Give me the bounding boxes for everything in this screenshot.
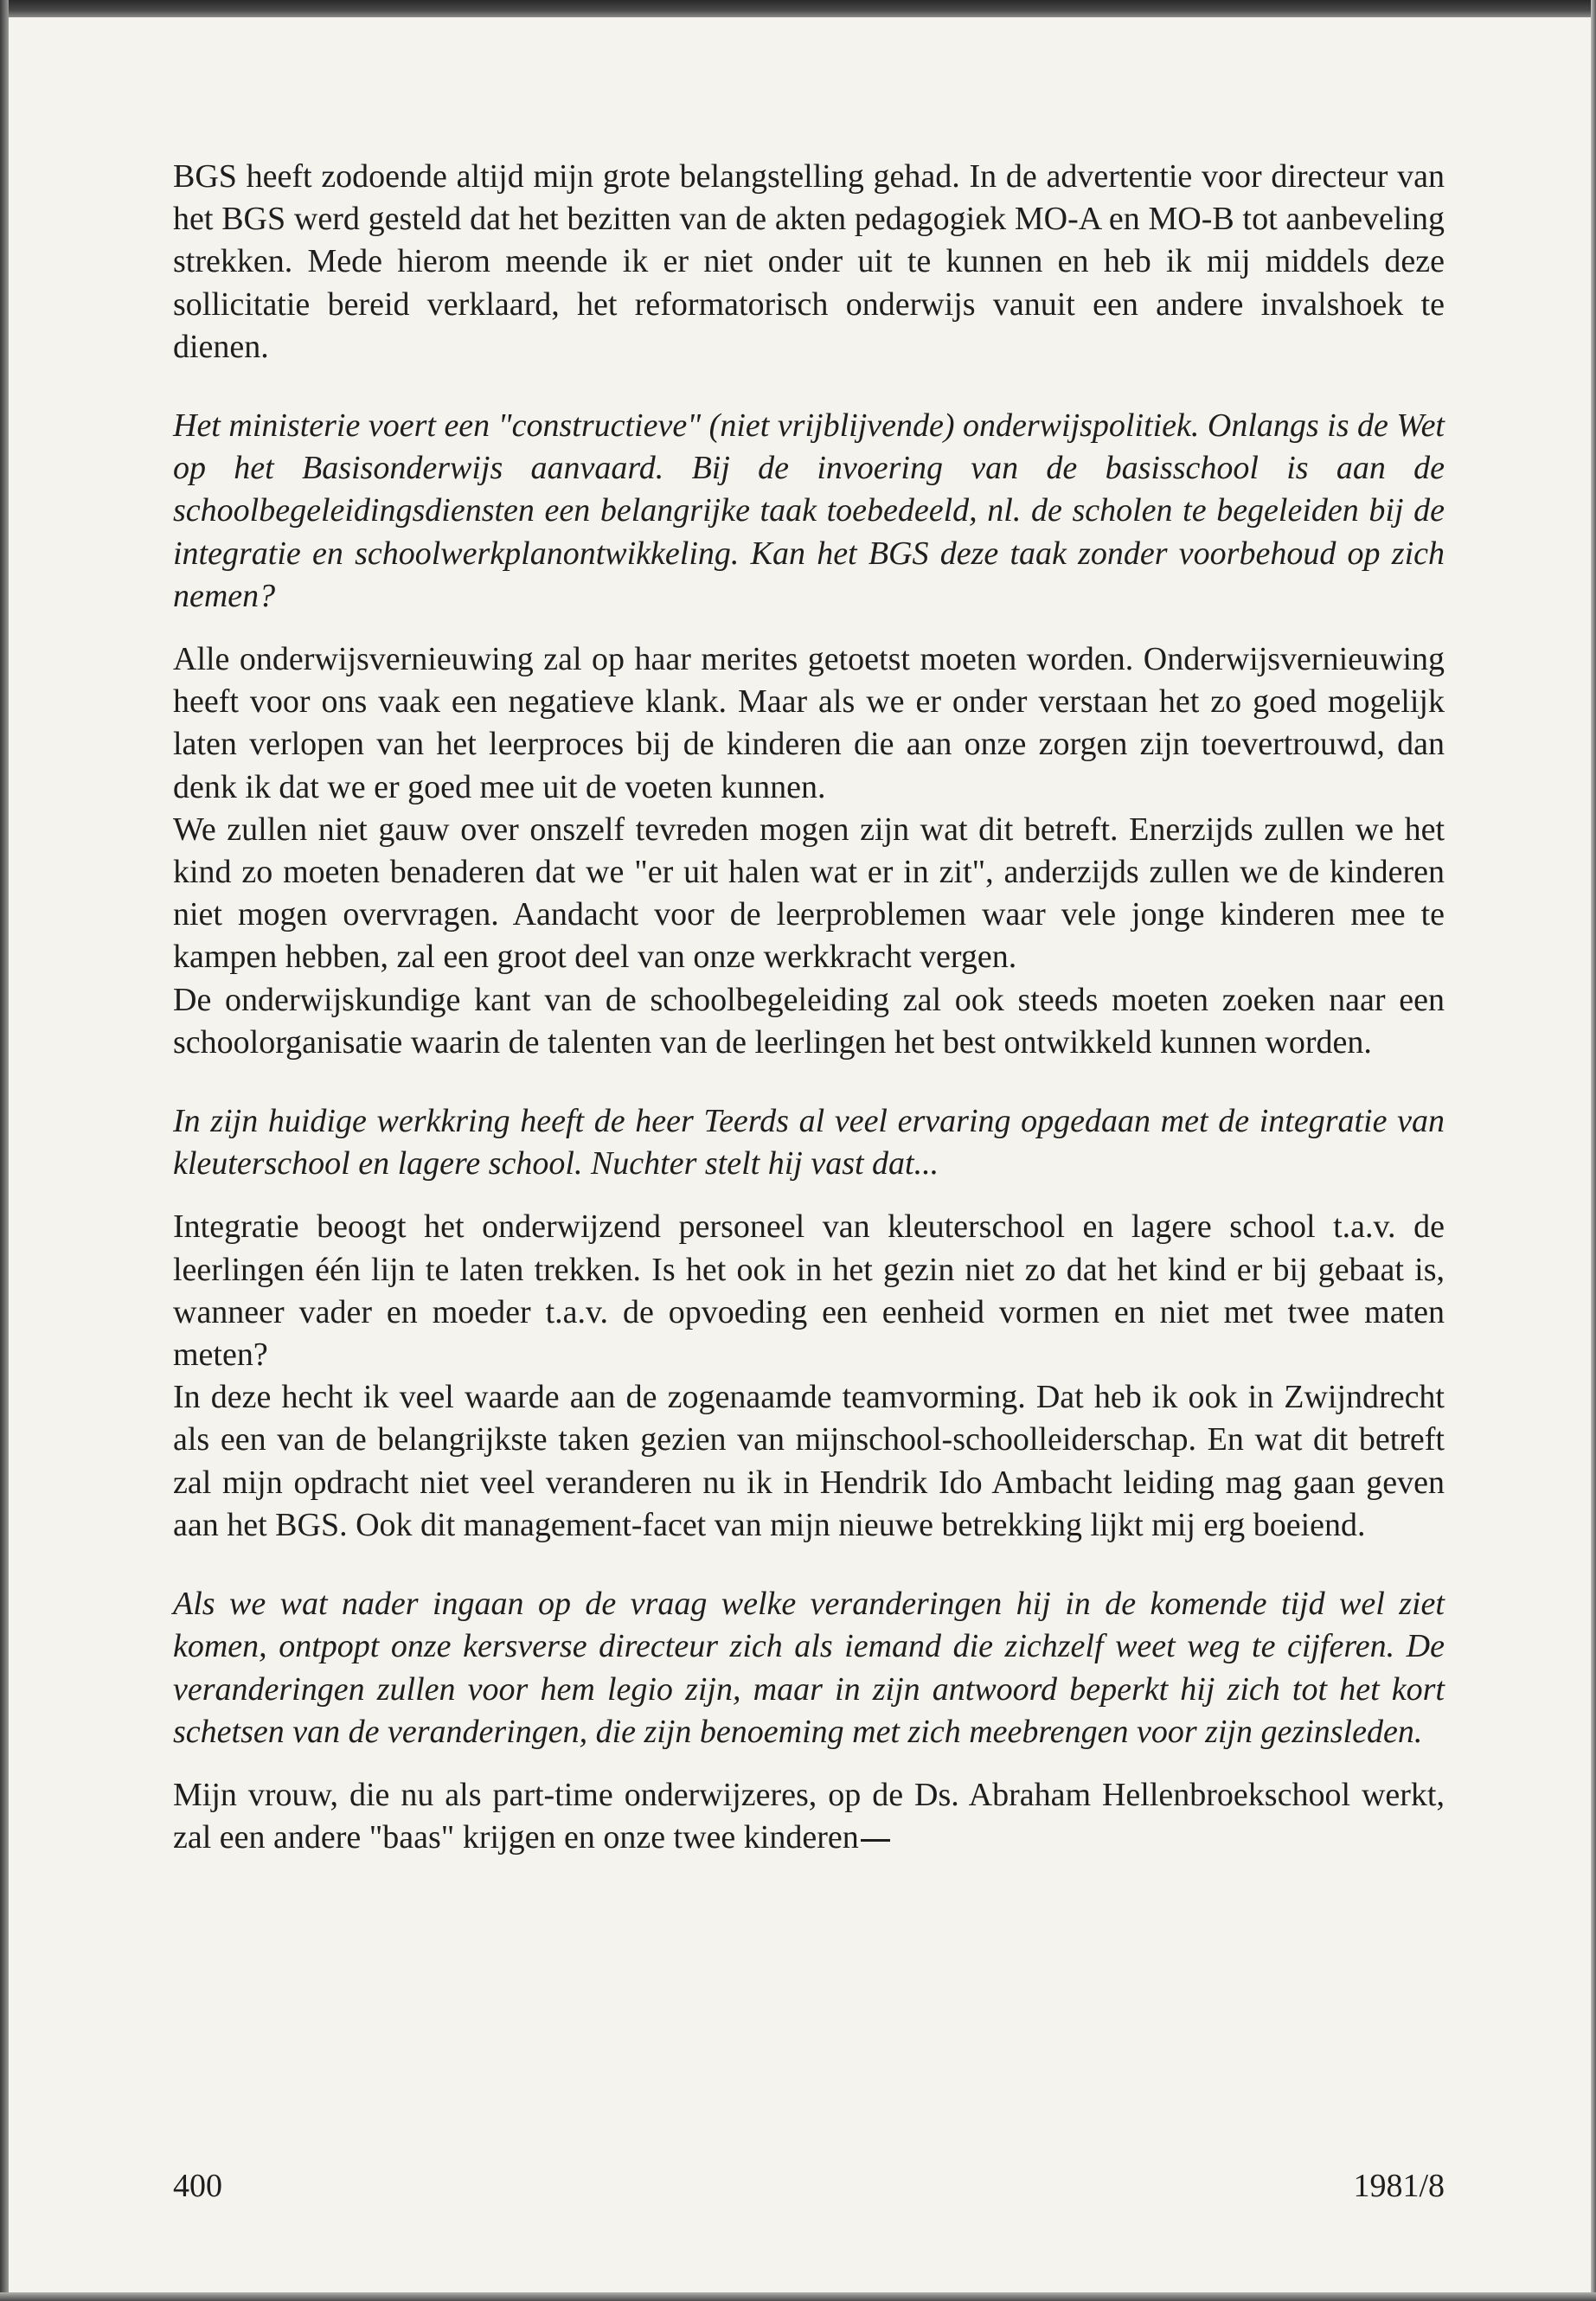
body-paragraph: De onderwijskundige kant van de schoolbegeleiding zal ook steeds moeten zoeken naar een schoolorganisatie waarin de talenten van de leerlingen het best ontwikkeld kunnen worden. <box>173 981 1445 1061</box>
scan-border-top <box>0 0 1596 17</box>
body-paragraph: Integratie beoogt het onderwijzend personeel van kleuterschool en lagere school t.a.v. de leerlingen één lijn te laten trekken. Is het ook in het gezin niet zo dat het kind er bij gebaat is, wanneer vader en moeder t.a.v. de opvoeding een eenheid vormen en niet met twee maten meten? <box>173 1208 1445 1374</box>
continuation-mark <box>861 1839 890 1842</box>
scan-border-left <box>0 0 9 2301</box>
body-paragraph-continued <box>173 1774 1445 1859</box>
page-number: 400 <box>173 2168 222 2204</box>
body-paragraph: BGS heeft zodoende altijd mijn grote belangstelling gehad. In de advertentie voor directeur van het BGS werd gesteld dat het bezitten van de akten pedagogiek MO-A en MO-B tot aanbeveling strekken. Mede hierom meende ik er niet onder uit te kunnen en heb ik mij middels deze sollicitatie bereid verklaard, het reformatorisch onderwijs vanuit een andere invalshoek te dienen. <box>173 158 1445 365</box>
interviewer-question: Als we wat nader ingaan op de vraag welke veranderingen hij in de komende tijd wel ziet komen, ontpopt onze kersverse directeur zich als iemand die zichzelf weet weg te cijferen. De veranderingen zullen voor hem legio zijn, maar in zijn antwoord beperkt hij zich tot het kort schetsen van de veranderingen, die zijn benoeming met zich meebrengen voor zijn gezinsleden. <box>173 1586 1445 1750</box>
body-paragraph: In deze hecht ik veel waarde aan de zogenaamde teamvorming. Dat heb ik ook in Zwijndrecht als een van de belangrijkste taken gezien van mijnschool-schoolleiderschap. En wat dit betreft zal mijn opdracht niet veel veranderen nu ik in Hendrik Ido Ambacht leiding mag gaan geven aan het BGS. Ook dit management-facet van mijn nieuwe betrekking lijkt mij erg boeiend. <box>173 1379 1445 1543</box>
body-paragraph-text: Mijn vrouw, die nu als part-time onderwijzeres, op de Ds. Abraham Hellenbroekschool werkt, zal een andere "baas" krijgen en onze twee kinderen <box>173 1776 1445 1856</box>
body-paragraph: We zullen niet gauw over onszelf tevreden mogen zijn wat dit betreft. Enerzijds zullen we het kind zo moeten benaderen dat we "er uit halen wat er in zit", anderzijds zullen we de kinderen niet mogen overvragen. Aandacht voor de leerproblemen waar vele jonge kinderen mee te kampen hebben, zal een groot deel van onze werkkracht vergen. <box>173 811 1445 976</box>
article-body <box>173 156 1445 1859</box>
interviewer-question: In zijn huidige werkkring heeft de heer Teerds al veel ervaring opgedaan met de integratie van kleuterschool en lagere school. Nuchter stelt hij vast dat... <box>173 1103 1445 1183</box>
interviewer-question: Het ministerie voert een "constructieve" (niet vrijblijvende) onderwijspolitiek. Onlangs is de Wet op het Basisonderwijs aanvaard. Bij de invoering van de basisschool is aan de schoolbegeleidingsdiensten een belangrijke taak toebedeeld, nl. de scholen te begeleiden bij de integratie en schoolwerkplanontwikkeling. Kan het BGS deze taak zonder voorbehoud op zich nemen? <box>173 407 1445 614</box>
page-footer <box>173 2167 1445 2210</box>
body-paragraph: Alle onderwijsvernieuwing zal op haar merites getoetst moeten worden. Onderwijsvernieuwing heeft voor ons vaak een negatieve klank. Maar als we er onder verstaan het zo goed mogelijk laten verlopen van het leerproces bij de kinderen die aan onze zorgen zijn toevertrouwd, dan denk ik dat we er goed mee uit de voeten kunnen. <box>173 641 1445 805</box>
scan-border-right <box>1591 0 1596 2301</box>
issue-number: 1981/8 <box>1353 2168 1445 2204</box>
scan-border-bottom <box>0 2292 1596 2301</box>
